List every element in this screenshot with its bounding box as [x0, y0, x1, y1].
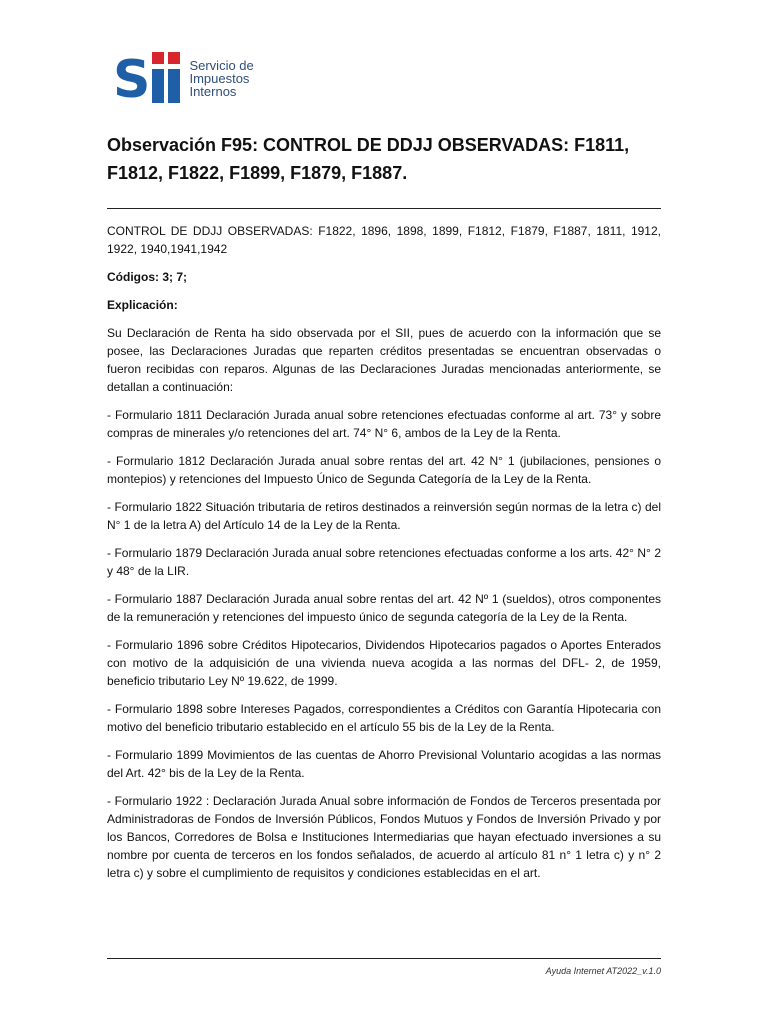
sii-logo: [113, 50, 254, 110]
page-title: Observación F95: CONTROL DE DDJJ OBSERVADAS: F1811, F1812, F1822, F1899, F1879, F1887.: [107, 135, 630, 183]
logo-red-dot: [152, 52, 164, 64]
paragraph-f1922: - Formulario 1922 : Declaración Jurada Anual sobre información de Fondos de Terceros presentada por Administradoras de Fondos de Inversión Públicos, Fondos Mutuos y Fondos de Inversión Privado y por los Bancos, Corredores de Bolsa e Instituciones Intermediarias que hayan efectuado inversiones a su nombre por cuenta de terceros en los fondos señalados, de acuerdo al artículo 81 n° 1 letra c) y n° 2 letra c) y sobre el cumplimiento de requisitos y condiciones establecidas en el art.: [107, 794, 661, 880]
logo-red-dot: [168, 52, 180, 64]
control-line: CONTROL DE DDJJ OBSERVADAS: F1822, 1896, 1898, 1899, F1812, F1879, F1887, 1811, 1912, 1922, 1940,1941,1942: [107, 224, 661, 256]
bottom-divider: [107, 958, 661, 959]
explicacion-label: Explicación:: [107, 298, 178, 312]
logo-letter-i: [152, 69, 164, 103]
paragraph-f1887: - Formulario 1887 Declaración Jurada anual sobre rentas del art. 42 Nº 1 (sueldos), otros componentes de la remuneración y retenciones del impuesto único de segunda categoría de la Ley de la Renta.: [107, 592, 661, 624]
top-divider: [107, 208, 661, 209]
logo-text-line: Servicio de: [189, 57, 254, 73]
paragraph-f1896: - Formulario 1896 sobre Créditos Hipotecarios, Dividendos Hipotecarios pagados o Aportes Enterados con motivo de la adquisición de una vivienda nueva acogida a las normas del DFL- 2, de 1959, beneficio tributario Ley Nº 19.622, de 1999.: [107, 638, 661, 688]
logo-letter-s: S: [113, 50, 149, 110]
sii-logo-mark: [113, 50, 180, 110]
codigos-line: Códigos: 3; 7;: [107, 270, 187, 284]
logo-letter-i: [168, 69, 180, 103]
logo-text-line: Internos: [189, 83, 237, 99]
logo-text-line: Impuestos: [189, 70, 250, 86]
logo-text: [189, 59, 253, 98]
document-body: [107, 222, 661, 892]
paragraph-f1899: - Formulario 1899 Movimientos de las cuentas de Ahorro Previsional Voluntario acogidas a las normas del Art. 42° bis de la Ley de la Renta.: [107, 748, 661, 780]
paragraph-f1898: - Formulario 1898 sobre Intereses Pagados, correspondientes a Créditos con Garantía Hipotecaria con motivo del beneficio tributario establecido en el artículo 55 bis de la Ley de la Renta.: [107, 702, 661, 734]
paragraph-f1822: - Formulario 1822 Situación tributaria de retiros destinados a reinversión según normas de la letra c) del N° 1 de la letra A) del Artículo 14 de la Ley de la Renta.: [107, 500, 661, 532]
paragraph-f1811: - Formulario 1811 Declaración Jurada anual sobre retenciones efectuadas conforme al art. 73° y sobre compras de minerales y/o retenciones del art. 74° N° 6, ambos de la Ley de la Renta.: [107, 408, 661, 440]
paragraph-f1879: - Formulario 1879 Declaración Jurada anual sobre retenciones efectuadas conforme a los arts. 42° N° 2 y 48° de la LIR.: [107, 546, 661, 578]
paragraph-f1812: - Formulario 1812 Declaración Jurada anual sobre rentas del art. 42 N° 1 (jubilaciones, pensiones o montepios) y retenciones del Impuesto Único de Segunda Categoría de la Ley de la Renta.: [107, 454, 661, 486]
footer-version: Ayuda Internet AT2022_v.1.0: [545, 966, 661, 976]
paragraph-intro: Su Declaración de Renta ha sido observada por el SII, pues de acuerdo con la información que se posee, las Declaraciones Juradas que reparten créditos presentadas se encuentran observadas o fueron recibidas con reparos. Algunas de las Declaraciones Juradas mencionadas anteriormente, se detallan a continuación:: [107, 326, 661, 394]
